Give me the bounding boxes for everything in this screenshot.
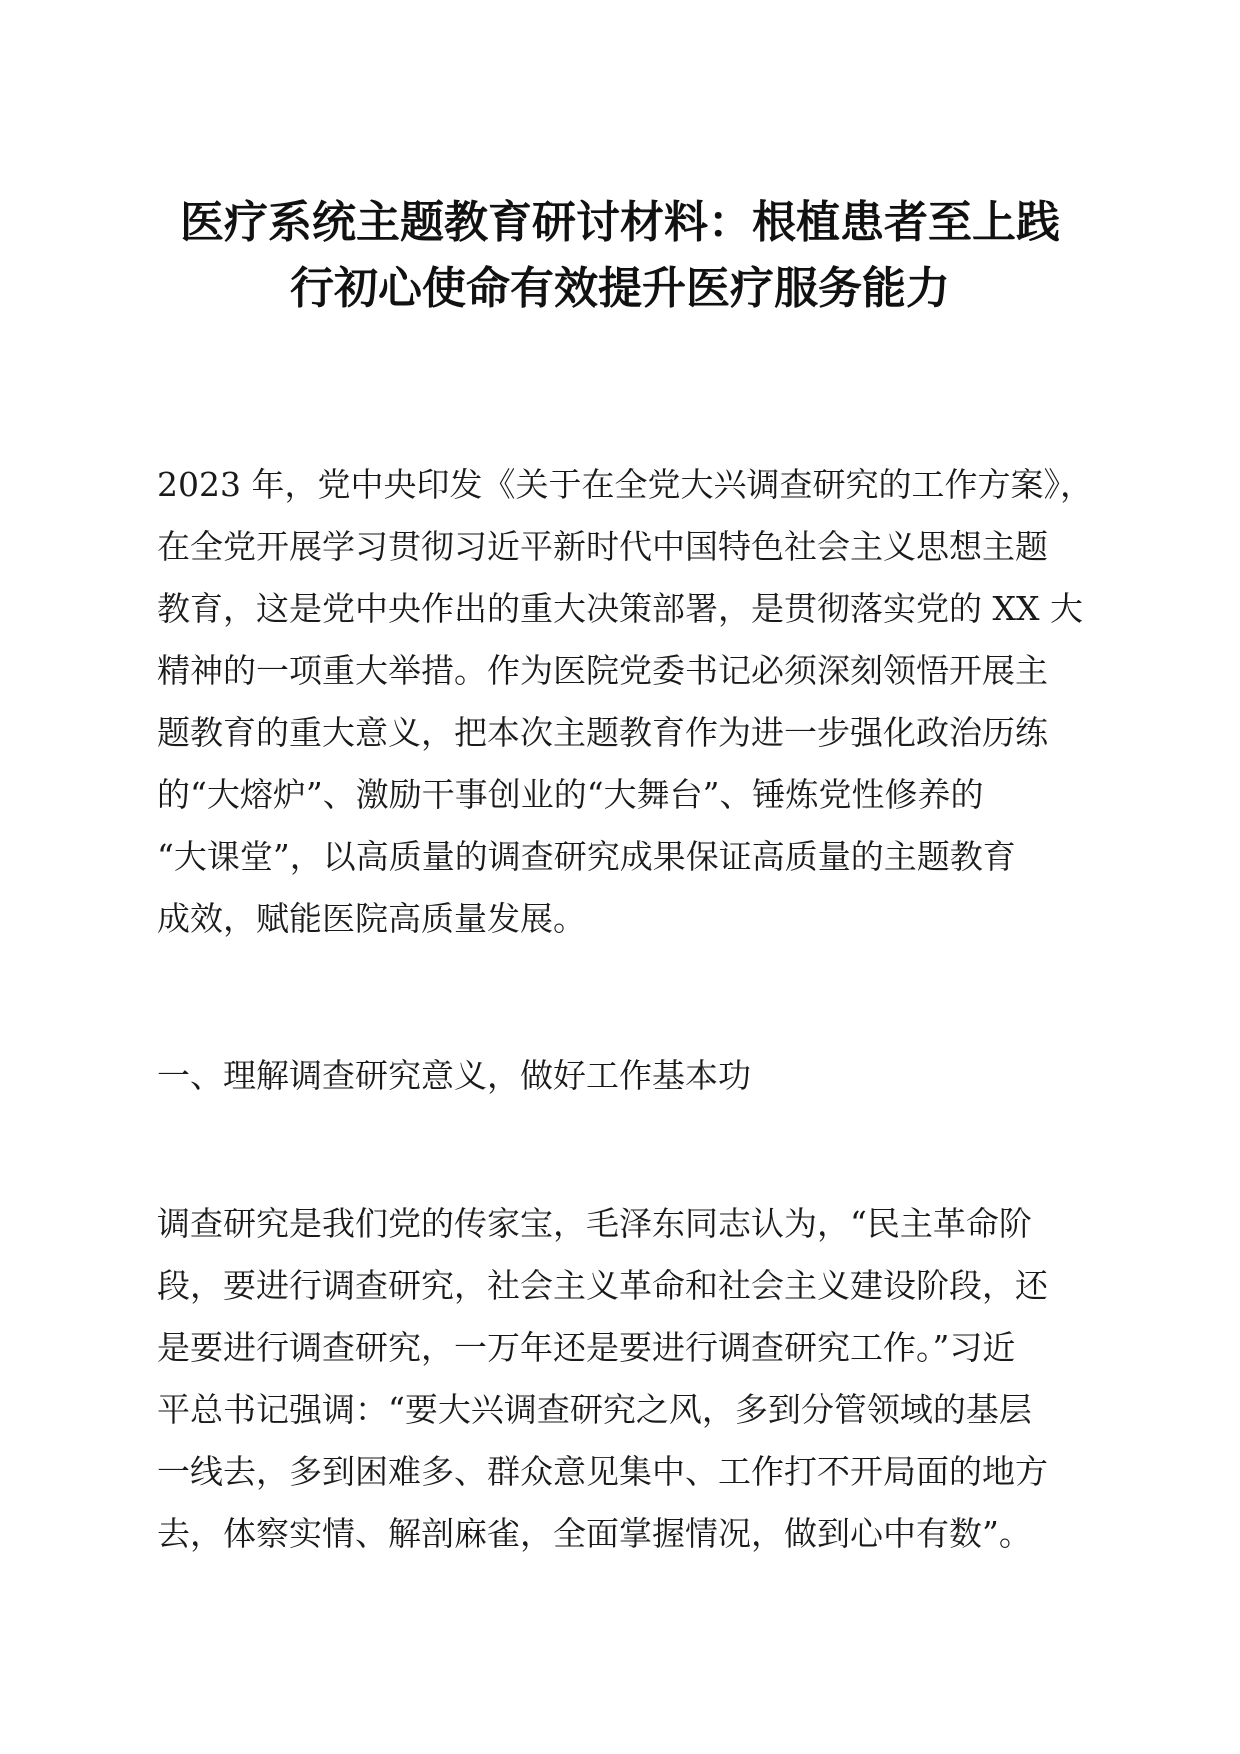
paragraph-line: 一线去，多到困难多、群众意见集中、工作打不开局面的地方 — [157, 1452, 1048, 1491]
paragraph-line: 在全党开展学习贯彻习近平新时代中国特色社会主义思想主题 — [157, 527, 1048, 566]
paragraph-line: 是要进行调查研究，一万年还是要进行调查研究工作。”习近 — [157, 1328, 1016, 1367]
document-title — [150, 190, 1090, 322]
paragraph-line: 2023 年，党中央印发《关于在全党大兴调查研究的工作方案》， — [157, 465, 1093, 504]
paragraph-line: “大课堂”，以高质量的调查研究成果保证高质量的主题教育 — [157, 837, 1016, 876]
paragraph-line: 教育，这是党中央作出的重大决策部署，是贯彻落实党的 XX 大 — [157, 589, 1083, 628]
paragraph-line: 题教育的重大意义，把本次主题教育作为进一步强化政治历练 — [157, 713, 1048, 752]
paragraph-line: 精神的一项重大举措。作为医院党委书记必须深刻领悟开展主 — [157, 651, 1048, 690]
title-line: 医疗系统主题教育研讨材料：根植患者至上践 — [180, 197, 1060, 248]
paragraph-line: 平总书记强调：“要大兴调查研究之风，多到分管领域的基层 — [157, 1390, 1032, 1429]
section-heading — [157, 1045, 1087, 1107]
paragraph-section-1 — [157, 1193, 1087, 1565]
paragraph-intro — [157, 454, 1093, 950]
title-line: 行初心使命有效提升医疗服务能力 — [290, 263, 950, 314]
paragraph-line: 的“大熔炉”、激励干事创业的“大舞台”、锤炼党性修养的 — [157, 775, 984, 814]
paragraph-line: 段，要进行调查研究，社会主义革命和社会主义建设阶段，还 — [157, 1266, 1048, 1305]
paragraph-line: 调查研究是我们党的传家宝，毛泽东同志认为，“民主革命阶 — [157, 1204, 1032, 1243]
paragraph-line: 成效，赋能医院高质量发展。 — [157, 899, 586, 938]
section-heading-text: 一、理解调查研究意义，做好工作基本功 — [157, 1056, 751, 1095]
paragraph-line: 去，体察实情、解剖麻雀，全面掌握情况，做到心中有数”。 — [157, 1514, 1032, 1553]
